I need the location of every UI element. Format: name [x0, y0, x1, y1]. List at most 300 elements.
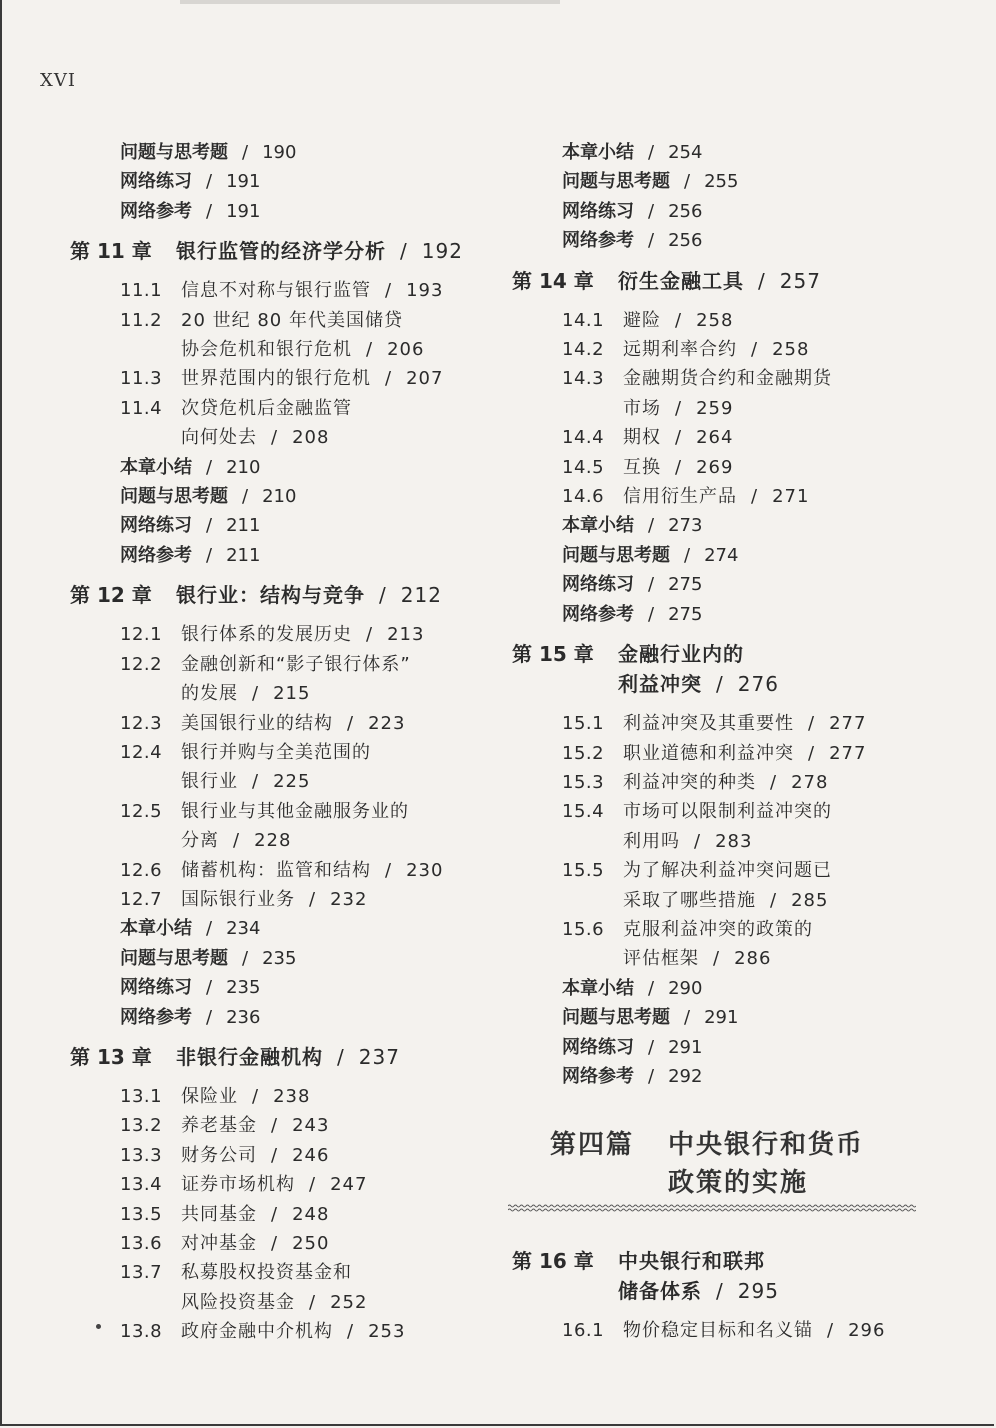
page-separator: / — [385, 859, 393, 881]
toc-chapter-entry — [512, 639, 932, 669]
page-ref: 193 — [406, 280, 444, 302]
section-title-wrap — [623, 856, 832, 885]
page-separator: / — [694, 830, 702, 852]
page-separator: / — [379, 583, 387, 608]
page-ref: 237 — [358, 1044, 400, 1069]
entry-title: 网络参考 — [562, 1065, 634, 1087]
toc-section-entry — [70, 620, 510, 649]
page-separator: / — [751, 486, 759, 508]
page-separator: / — [337, 1044, 345, 1069]
page-separator: / — [648, 1036, 655, 1058]
page-separator: / — [684, 1007, 691, 1029]
section-number: 13.2 — [120, 1115, 163, 1137]
section-title-wrap — [623, 797, 832, 826]
page-separator: / — [716, 1279, 724, 1303]
section-title-wrap — [623, 335, 809, 364]
section-title-wrap — [181, 1229, 329, 1258]
toc-section-title-continued — [512, 886, 932, 915]
section-title: 储蓄机构：监管和结构 — [181, 859, 371, 881]
toc-chapter-title-continued — [512, 669, 932, 699]
page-separator: / — [648, 574, 655, 596]
page-separator: / — [233, 830, 241, 852]
toc-section-entry — [512, 482, 932, 511]
toc-section-title-continued — [70, 423, 510, 452]
section-title: 对冲基金 — [181, 1233, 257, 1254]
toc-chapter-entry — [512, 266, 932, 296]
section-number: 14.2 — [562, 339, 605, 361]
section-title: 利益冲突及其重要性 — [623, 713, 794, 735]
page-ref: 238 — [273, 1085, 311, 1107]
section-number: 13.7 — [120, 1262, 163, 1284]
section-title: 职业道德和利益冲突 — [623, 742, 794, 764]
section-number: 12.7 — [120, 888, 163, 910]
page-separator: / — [309, 888, 317, 910]
section-title-wrap — [181, 1082, 310, 1111]
section-title: 向何处去 — [181, 427, 257, 449]
entry-title: 网络练习 — [120, 171, 192, 193]
chapter-number: 第 12 章 — [70, 583, 152, 608]
page-separator: / — [675, 397, 683, 419]
page-separator: / — [827, 1320, 835, 1341]
entry-title: 本章小结 — [562, 515, 634, 537]
section-title-wrap — [623, 453, 733, 482]
chapter-number: 第 14 章 — [512, 268, 594, 293]
toc-section-entry — [512, 335, 932, 364]
toc-section-entry — [70, 856, 510, 885]
toc-chapter-end-entry — [512, 600, 932, 629]
section-title: 养老基金 — [181, 1115, 257, 1137]
section-title-wrap — [181, 797, 409, 826]
page-separator: / — [252, 1085, 260, 1107]
entry-title: 问题与思考题 — [120, 486, 228, 508]
entry-title: 网络练习 — [562, 200, 634, 222]
chapter-title: 中央银行和联邦 — [618, 1249, 765, 1273]
part-heading — [550, 1126, 910, 1202]
page-ref: 236 — [226, 1006, 261, 1028]
page-ref: 215 — [273, 683, 311, 705]
toc-section-entry — [512, 364, 932, 393]
toc-section-entry — [512, 768, 932, 797]
entry-title: 本章小结 — [562, 142, 634, 163]
page-separator: / — [347, 1321, 355, 1343]
section-title-wrap — [181, 1170, 367, 1199]
entry-title: 问题与思考题 — [562, 1007, 670, 1029]
page-separator: / — [252, 771, 260, 793]
page-ref: 277 — [829, 713, 867, 735]
page-ref: 278 — [791, 771, 829, 793]
chapter-title: 银行监管的经济学分析 / 192 — [176, 239, 463, 264]
page-separator: / — [206, 200, 213, 222]
toc-chapter-title-continued — [512, 1276, 932, 1306]
page-separator: / — [206, 1006, 213, 1028]
page-ref: 223 — [368, 712, 406, 734]
section-number: 13.6 — [120, 1233, 163, 1254]
page-separator: / — [684, 171, 691, 193]
toc-section-title-continued — [512, 944, 932, 973]
entry-title: 网络参考 — [120, 544, 192, 566]
page-separator: / — [648, 603, 655, 625]
toc-section-entry — [512, 915, 932, 944]
section-number: 15.4 — [562, 801, 605, 823]
toc-chapter-end-entry — [70, 914, 510, 943]
page-ref: 296 — [848, 1320, 886, 1341]
section-title: 次贷危机后金融监管 — [181, 397, 352, 419]
section-number: 13.4 — [120, 1174, 163, 1196]
section-title: 避险 — [623, 309, 661, 331]
page-separator: / — [648, 1065, 655, 1087]
toc-chapter-end-entry — [512, 570, 932, 599]
toc-chapter-end-entry — [70, 482, 510, 511]
toc-section-entry — [70, 1229, 510, 1258]
page-separator: / — [271, 1233, 279, 1254]
page-ref: 225 — [273, 771, 311, 793]
toc-section-entry — [70, 1200, 510, 1229]
chapter-title: 储备体系 — [618, 1279, 702, 1303]
toc-left-column — [70, 138, 510, 1347]
page-ref: 255 — [704, 171, 739, 193]
toc-section-entry — [512, 306, 932, 335]
toc-section-title-continued — [512, 394, 932, 423]
toc-section-title-continued — [70, 679, 510, 708]
part-divider-wave — [508, 1203, 916, 1213]
toc-section-title-continued — [512, 827, 932, 856]
page-separator: / — [713, 948, 721, 970]
entry-title: 问题与思考题 — [120, 947, 228, 969]
page-separator: / — [206, 515, 213, 537]
toc-chapter-entry — [70, 236, 510, 266]
page-ref: 210 — [262, 486, 297, 508]
page-ref: 208 — [292, 427, 330, 449]
section-title: 为了解决利益冲突问题已 — [623, 860, 832, 882]
section-title: 保险业 — [181, 1085, 238, 1107]
section-title: 世界范围内的银行危机 — [181, 368, 371, 390]
toc-section-entry — [512, 739, 932, 768]
entry-title: 网络参考 — [562, 603, 634, 625]
toc-section-entry — [70, 1258, 510, 1287]
page-separator: / — [206, 544, 213, 566]
section-title: 的发展 — [181, 683, 238, 705]
page-ref: 192 — [421, 239, 463, 264]
toc-chapter-end-entry — [512, 167, 932, 196]
page-separator: / — [716, 672, 724, 697]
section-title-wrap — [181, 394, 352, 423]
section-title: 利益冲突的种类 — [623, 771, 756, 793]
toc-chapter-end-entry — [70, 944, 510, 973]
toc-section-entry — [70, 1170, 510, 1199]
section-title-wrap — [623, 915, 813, 944]
section-title: 共同基金 — [181, 1203, 257, 1225]
page-separator: / — [271, 1203, 279, 1225]
page-separator: / — [675, 456, 683, 478]
section-title-wrap — [181, 1111, 329, 1140]
page-separator: / — [675, 427, 683, 449]
entry-title: 网络参考 — [562, 230, 634, 252]
toc-chapter-end-entry — [512, 226, 932, 255]
page-ref: 273 — [668, 515, 703, 537]
toc-section-title-continued — [70, 335, 510, 364]
page-ref: 252 — [330, 1291, 368, 1313]
section-number: 14.3 — [562, 368, 605, 390]
section-number: 13.1 — [120, 1085, 163, 1107]
section-title: 20 世纪 80 年代美国储贷 — [181, 309, 403, 331]
chapter-title: 衍生金融工具 / 257 — [618, 268, 821, 293]
page-separator: / — [770, 889, 778, 911]
chapter-title: 非银行金融机构 / 237 — [176, 1044, 400, 1069]
page-ref: 211 — [226, 544, 261, 566]
toc-section-entry — [512, 797, 932, 826]
toc-section-entry — [70, 306, 510, 335]
toc-chapter-end-entry — [512, 1003, 932, 1032]
toc-chapter-end-entry — [70, 511, 510, 540]
page-ref: 243 — [292, 1115, 330, 1137]
section-number: 13.8 — [120, 1321, 163, 1343]
toc-section-entry — [70, 394, 510, 423]
toc-chapter-entry — [70, 1042, 510, 1072]
part-label: 第四篇 — [550, 1130, 635, 1160]
page-ref: 290 — [668, 977, 703, 999]
toc-chapter-end-entry — [512, 1062, 932, 1091]
section-title: 采取了哪些措施 — [623, 889, 756, 911]
section-title-wrap — [623, 768, 828, 797]
page-ref: 212 — [400, 583, 442, 608]
chapter-number: 第 13 章 — [70, 1044, 152, 1069]
page-ref: 258 — [696, 309, 734, 331]
toc-section-entry — [512, 453, 932, 482]
page-ref: 286 — [734, 948, 772, 970]
section-title-wrap — [181, 856, 443, 885]
section-number: 14.6 — [562, 486, 605, 508]
section-title: 银行体系的发展历史 — [181, 624, 352, 646]
page-ref: 213 — [387, 624, 425, 646]
page-separator: / — [385, 368, 393, 390]
section-number: 12.6 — [120, 859, 163, 881]
section-number: 14.1 — [562, 309, 605, 331]
entry-title: 网络练习 — [120, 977, 192, 999]
section-title: 克服利益冲突的政策的 — [623, 918, 813, 940]
toc-chapter-end-entry — [70, 973, 510, 1002]
page-separator: / — [309, 1291, 317, 1313]
section-title: 财务公司 — [181, 1144, 257, 1166]
section-title-wrap — [623, 1316, 885, 1345]
page-separator: / — [648, 200, 655, 222]
section-title-wrap — [623, 306, 733, 335]
page-ref: 276 — [737, 672, 779, 697]
toc-chapter-end-entry — [512, 511, 932, 540]
toc-chapter-end-entry — [512, 541, 932, 570]
toc-section-entry — [70, 364, 510, 393]
section-title-wrap — [181, 738, 371, 767]
toc-section-entry — [70, 709, 510, 738]
section-number: 15.2 — [562, 742, 605, 764]
section-number: 12.3 — [120, 712, 163, 734]
page-ref: 210 — [226, 456, 261, 478]
section-title: 市场可以限制利益冲突的 — [623, 801, 832, 823]
page-ref: 234 — [226, 918, 261, 940]
section-title: 银行业 — [181, 771, 238, 793]
page-ref: 264 — [696, 427, 734, 449]
section-title: 远期利率合约 — [623, 339, 737, 361]
section-number: 12.1 — [120, 624, 163, 646]
page-separator: / — [808, 713, 816, 735]
section-number: 13.5 — [120, 1203, 163, 1225]
section-number: 16.1 — [562, 1320, 605, 1341]
page-ref: 232 — [330, 888, 368, 910]
section-title-wrap — [181, 620, 424, 649]
toc-section-entry — [512, 423, 932, 452]
page-ref: 228 — [254, 830, 292, 852]
page-separator: / — [206, 918, 213, 940]
section-title-wrap — [623, 482, 809, 511]
section-title: 美国银行业的结构 — [181, 712, 333, 734]
page-ref: 283 — [715, 830, 753, 852]
toc-section-title-continued — [70, 767, 510, 796]
toc-chapter-end-entry — [70, 197, 510, 226]
page-separator: / — [242, 142, 249, 163]
page-ref: 275 — [668, 603, 703, 625]
toc-section-entry — [512, 709, 932, 738]
page-separator: / — [252, 683, 260, 705]
page-ref: 291 — [668, 1036, 703, 1058]
entry-title: 本章小结 — [120, 918, 192, 940]
section-title-wrap — [181, 306, 403, 335]
page-ref: 230 — [406, 859, 444, 881]
section-title-wrap — [181, 885, 367, 914]
section-number: 12.4 — [120, 741, 163, 763]
section-title-wrap — [181, 650, 411, 679]
page-ref: 277 — [829, 742, 867, 764]
section-number: 11.4 — [120, 397, 163, 419]
entry-title: 本章小结 — [562, 977, 634, 999]
section-title: 市场 — [623, 397, 661, 419]
section-number: 14.5 — [562, 456, 605, 478]
page-number: XVI — [40, 70, 76, 91]
section-title-wrap — [181, 1141, 329, 1170]
page-separator: / — [385, 280, 393, 302]
page-ref: 248 — [292, 1203, 330, 1225]
section-title: 分离 — [181, 830, 219, 852]
entry-title: 网络练习 — [120, 515, 192, 537]
page-separator: / — [648, 977, 655, 999]
entry-title: 本章小结 — [120, 456, 192, 478]
toc-chapter-end-entry — [512, 1033, 932, 1062]
toc-chapter-entry — [70, 580, 510, 610]
section-number: 11.3 — [120, 368, 163, 390]
section-number: 15.3 — [562, 771, 605, 793]
page-separator: / — [400, 239, 408, 264]
page-ref: 295 — [737, 1279, 779, 1303]
page-ref: 275 — [668, 574, 703, 596]
scan-edge — [180, 0, 560, 4]
section-title: 银行业与其他金融服务业的 — [181, 800, 409, 822]
section-title: 金融期货合约和金融期货 — [623, 368, 832, 390]
page-separator: / — [242, 486, 249, 508]
page-ref: 235 — [262, 947, 297, 969]
toc-section-entry — [70, 738, 510, 767]
section-number: 12.5 — [120, 800, 163, 822]
toc-section-entry — [70, 1111, 510, 1140]
page-ref: 247 — [330, 1174, 368, 1196]
page-ref: 292 — [668, 1065, 703, 1087]
page-separator: / — [770, 771, 778, 793]
section-title-wrap — [623, 364, 832, 393]
section-number: 15.6 — [562, 918, 605, 940]
chapter-title: 银行业：结构与竞争 / 212 — [176, 583, 442, 608]
page-ref: 211 — [226, 515, 261, 537]
page-ref: 250 — [292, 1233, 330, 1254]
section-title-wrap — [181, 1258, 352, 1287]
page-ref: 206 — [387, 339, 425, 361]
page-separator: / — [648, 515, 655, 537]
page-separator: / — [648, 230, 655, 252]
section-title-wrap — [623, 709, 866, 738]
page-separator: / — [751, 339, 759, 361]
toc-section-entry — [512, 1316, 932, 1345]
part-title-line1: 中央银行和货币 — [668, 1130, 865, 1160]
page-separator: / — [366, 624, 374, 646]
page-ref: 271 — [772, 486, 810, 508]
page-ref: 235 — [226, 977, 261, 999]
page-ref: 257 — [779, 268, 821, 293]
page-ref: 274 — [704, 544, 739, 566]
page-ref: 269 — [696, 456, 734, 478]
entry-title: 网络参考 — [120, 1006, 192, 1028]
page-separator: / — [206, 977, 213, 999]
page-separator: / — [758, 268, 766, 293]
section-title-wrap — [181, 364, 443, 393]
page-ref: 258 — [772, 339, 810, 361]
section-title: 评估框架 — [623, 948, 699, 970]
section-title: 期权 — [623, 427, 661, 449]
section-title: 物价稳定目标和名义锚 — [623, 1320, 813, 1341]
part-title-line2: 政策的实施 — [668, 1168, 809, 1198]
toc-section-entry — [70, 1317, 510, 1346]
entry-title: 问题与思考题 — [120, 142, 228, 163]
page-separator: / — [347, 712, 355, 734]
section-number: 11.2 — [120, 309, 163, 331]
toc-section-entry — [70, 885, 510, 914]
toc-section-entry — [70, 1141, 510, 1170]
section-title: 银行并购与全美范围的 — [181, 741, 371, 763]
toc-chapter-end-entry — [512, 197, 932, 226]
entry-title: 网络练习 — [562, 1036, 634, 1058]
toc-chapter-end-entry — [512, 974, 932, 1003]
toc-section-entry — [70, 650, 510, 679]
entry-title: 网络参考 — [120, 200, 192, 222]
page-separator: / — [684, 544, 691, 566]
section-title-wrap — [181, 1317, 405, 1346]
section-title: 利用吗 — [623, 830, 680, 852]
section-title: 金融创新和“影子银行体系” — [181, 653, 411, 675]
entry-title: 网络练习 — [562, 574, 634, 596]
page-ref: 191 — [226, 200, 261, 222]
section-title-wrap — [181, 709, 405, 738]
page-ref: 191 — [226, 171, 261, 193]
chapter-title: 利益冲突 — [618, 672, 702, 697]
page-ref: 291 — [704, 1007, 739, 1029]
page-separator: / — [648, 142, 655, 163]
section-number: 13.3 — [120, 1144, 163, 1166]
toc-chapter-end-entry — [512, 138, 932, 167]
section-title-wrap — [623, 739, 866, 768]
toc-section-title-continued — [70, 1288, 510, 1317]
toc-chapter-end-entry — [70, 453, 510, 482]
toc-right-column-after-part — [512, 1236, 932, 1345]
page-separator: / — [206, 171, 213, 193]
toc-section-entry — [512, 856, 932, 885]
toc-section-title-continued — [70, 826, 510, 855]
section-title: 私募股权投资基金和 — [181, 1262, 352, 1284]
page-separator: / — [675, 309, 683, 331]
